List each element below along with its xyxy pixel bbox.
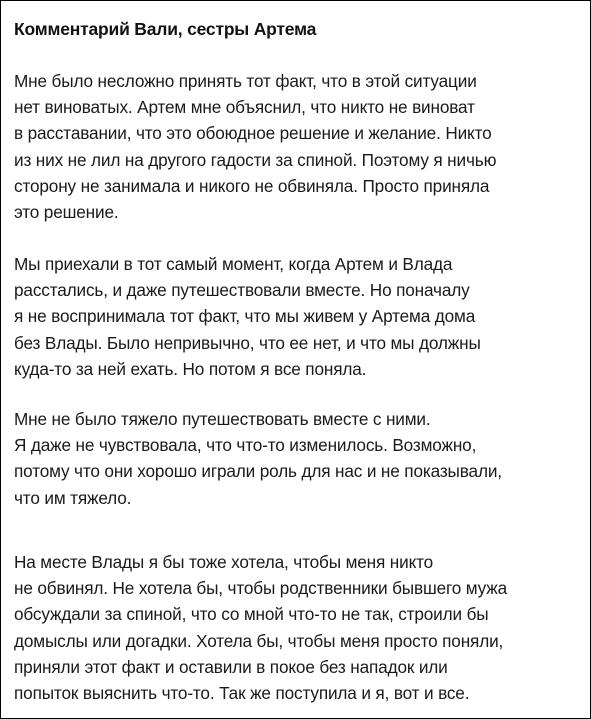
text-line: приняли этот факт и оставили в покое без нападок или <box>14 656 448 677</box>
text-line: домыслы или догадки. Хотела бы, чтобы меня просто поняли, <box>14 630 504 651</box>
text-line: сторону не занимала и никого не обвиняла. Просто приняла <box>14 175 490 196</box>
comment-paragraph-1 <box>14 68 496 225</box>
text-line: нет виноватых. Артем мне объяснил, что никто не виноват <box>14 97 475 118</box>
comment-paragraph-4 <box>14 549 507 706</box>
text-line: Мне не было тяжело путешествовать вместе с ними. <box>14 409 431 429</box>
text-line: потому что они хорошо играли роль для нас и не показывали, <box>14 461 502 482</box>
comment-paragraph-3 <box>14 406 502 511</box>
comment-paragraph-2 <box>14 251 481 382</box>
text-line: расстались, и даже путешествовали вместе. Но поначалу <box>14 280 470 301</box>
text-line: что им тяжело. <box>14 487 132 508</box>
text-line: Я даже не чувствовала, что что-то изменилось. Возможно, <box>14 435 477 456</box>
text-line: На месте Влады я бы тоже хотела, чтобы меня никто <box>14 552 434 572</box>
text-line: обсуждали за спиной, что со мной что-то не так, строили бы <box>14 604 489 625</box>
comment-title: Комментарий Вали, сестры Артема <box>14 19 317 39</box>
text-line: я не воспринимала тот факт, что мы живем у Артема дома <box>14 306 476 327</box>
text-line: это решение. <box>14 202 119 223</box>
text-line: Мы приехали в тот самый момент, когда Артем и Влада <box>14 254 453 274</box>
text-line: Мне было несложно принять тот факт, что в этой ситуации <box>14 71 477 91</box>
text-line: без Влады. Было непривычно, что ее нет, и что мы должны <box>14 332 481 353</box>
text-line: куда-то за ней ехать. Но потом я все поняла. <box>14 358 367 379</box>
text-line: в расставании, что это обоюдное решение и желание. Никто <box>14 123 492 144</box>
text-line: попыток выяснить что-то. Так же поступила и я, вот и все. <box>14 683 470 704</box>
text-line: из них не лил на другого гадости за спиной. Поэтому я ничью <box>14 149 497 170</box>
text-line: не обвинял. Не хотела бы, чтобы родственники бывшего мужа <box>14 578 508 599</box>
